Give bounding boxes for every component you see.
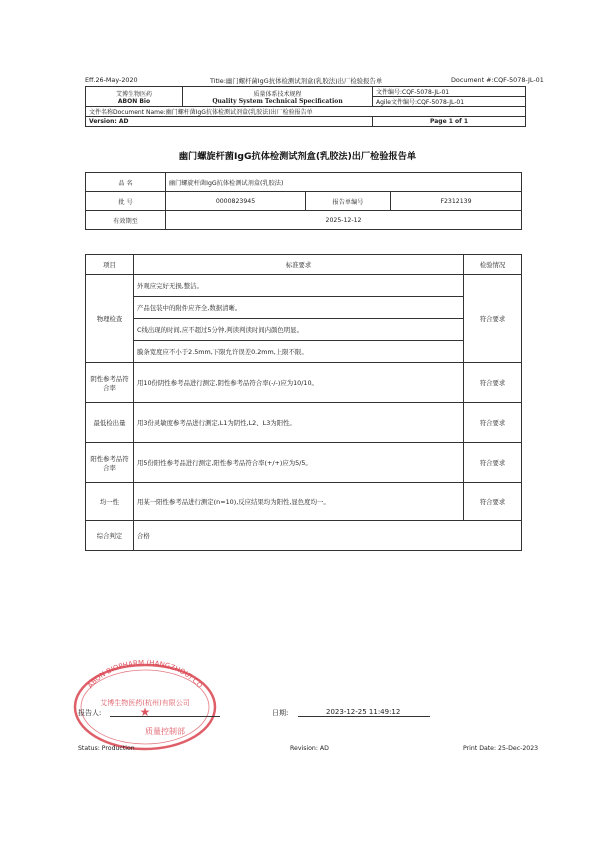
row-standard: 用10份阴性参考品进行测定,阴性参考品符合率(-/-)应为10/10。 [134,363,464,403]
reporter-signature-line [110,716,220,717]
inspection-table [85,254,522,551]
row-item: 均一性 [86,483,134,521]
status-text: Status: Production [78,745,135,752]
row-standard: C线出现的时间,应不超过5分钟,判读判读时间内颜色明显。 [134,319,464,341]
report-number-label: 报告单编号 [306,192,391,211]
info-table [85,172,522,230]
version: Version: AD [86,117,373,127]
page-number: Page 1 of 1 [373,117,526,127]
svg-text:ABON BIOPHARM (HANGZHOU) CO [86,659,204,690]
stamp-text-top: ABON BIOPHARM (HANGZHOU) CO [86,658,204,690]
system-title-cn: 质量体系技术规程 [253,90,302,98]
col-result-header: 检验情况 [464,255,522,275]
expiry-label: 有效期至 [86,211,166,230]
row-item: 最低检出量 [86,403,134,443]
document-name: 文件名称Document Name:幽门螺杆菌IgG抗体检测试剂盒(乳胶法)出厂检验报告单 [86,107,526,117]
system-title-en: Quality System Technical Specification [212,97,343,105]
overall-judgement: 合格 [134,521,522,551]
reporter-label: 报告人: [78,709,102,717]
row-standard: 用某一阳性参考品进行测定(n=10),反应结果均为阳性,显色度均一。 [134,483,464,521]
table-row [86,403,522,443]
table-row [86,521,522,551]
date-line [298,716,430,717]
table-row [86,319,522,341]
product-name-value: 幽门螺旋杆菌IgG抗体检测试剂盒(乳胶法) [166,173,522,192]
row-standard: 产品包装中的附件应齐全,数据清晰。 [134,297,464,319]
stamp-text-bottom: 质量控制部 [145,727,185,736]
row-item: 物理检查 [86,275,134,363]
company-seal-stamp [70,652,220,752]
stamp-text-mid: 艾博生物医药(杭州)有限公司 [100,699,190,707]
header-table [85,86,526,127]
row-item: 综合判定 [86,521,134,551]
row-item: 阳性参考品符合率 [86,443,134,483]
row-result: 符合要求 [464,443,522,483]
table-row [86,275,522,297]
batch-value: 0000823945 [166,192,306,211]
row-standard: 外观应完好无损,整洁。 [134,275,464,297]
report-number-value: F2312139 [391,192,522,211]
row-result: 符合要求 [464,363,522,403]
effective-date: Eff.26-May-2020 [85,76,138,84]
company-name-en: ABON Bio [117,97,151,105]
date-label: 日期: [272,709,289,717]
expiry-value: 2025-12-12 [166,211,522,230]
row-item: 阴性参考品符合率 [86,363,134,403]
document-number: Document #:CQF-5078-JL-01 [451,76,544,84]
table-row [86,341,522,363]
agile-file-number: Agile文件编号:CQF-5078-JL-01 [373,97,526,107]
file-number: 文件编号:CQF-5078-JL-01 [373,87,526,97]
product-name-label: 品 名 [86,173,166,192]
row-standard: 膜条宽度应不小于2.5mm,下限允许误差0.2mm,上限不限。 [134,341,464,363]
row-standard: 用3份灵敏度参考品进行测定,L1为阴性,L2、L3为阳性。 [134,403,464,443]
date-value: 2023-12-25 11:49:12 [326,708,401,716]
row-result: 符合要求 [464,275,522,363]
system-cell [183,87,373,107]
revision-text: Revision: AD [290,745,329,752]
row-standard: 用5份阳性参考品进行测定,阳性参考品符合率(+/+)应为5/5。 [134,443,464,483]
row-result: 符合要求 [464,483,522,521]
document-title: 幽门螺旋杆菌IgG抗体检测试剂盒(乳胶法)出厂检验报告单 [178,151,417,162]
company-cell [86,87,183,107]
table-row [86,483,522,521]
table-row [86,443,522,483]
batch-label: 批 号 [86,192,166,211]
top-title: Title:幽门螺杆菌IgG抗体检测试剂盒(乳胶法)出厂检验报告单 [210,77,383,85]
col-standard-header: 标准要求 [134,255,464,275]
row-result: 符合要求 [464,403,522,443]
star-icon: ★ [139,705,151,719]
print-date-text: Print Date: 25-Dec-2023 [463,745,539,752]
table-row [86,363,522,403]
company-name-cn: 艾博生物医药 [115,90,152,98]
col-item-header: 项目 [86,255,134,275]
table-row [86,297,522,319]
